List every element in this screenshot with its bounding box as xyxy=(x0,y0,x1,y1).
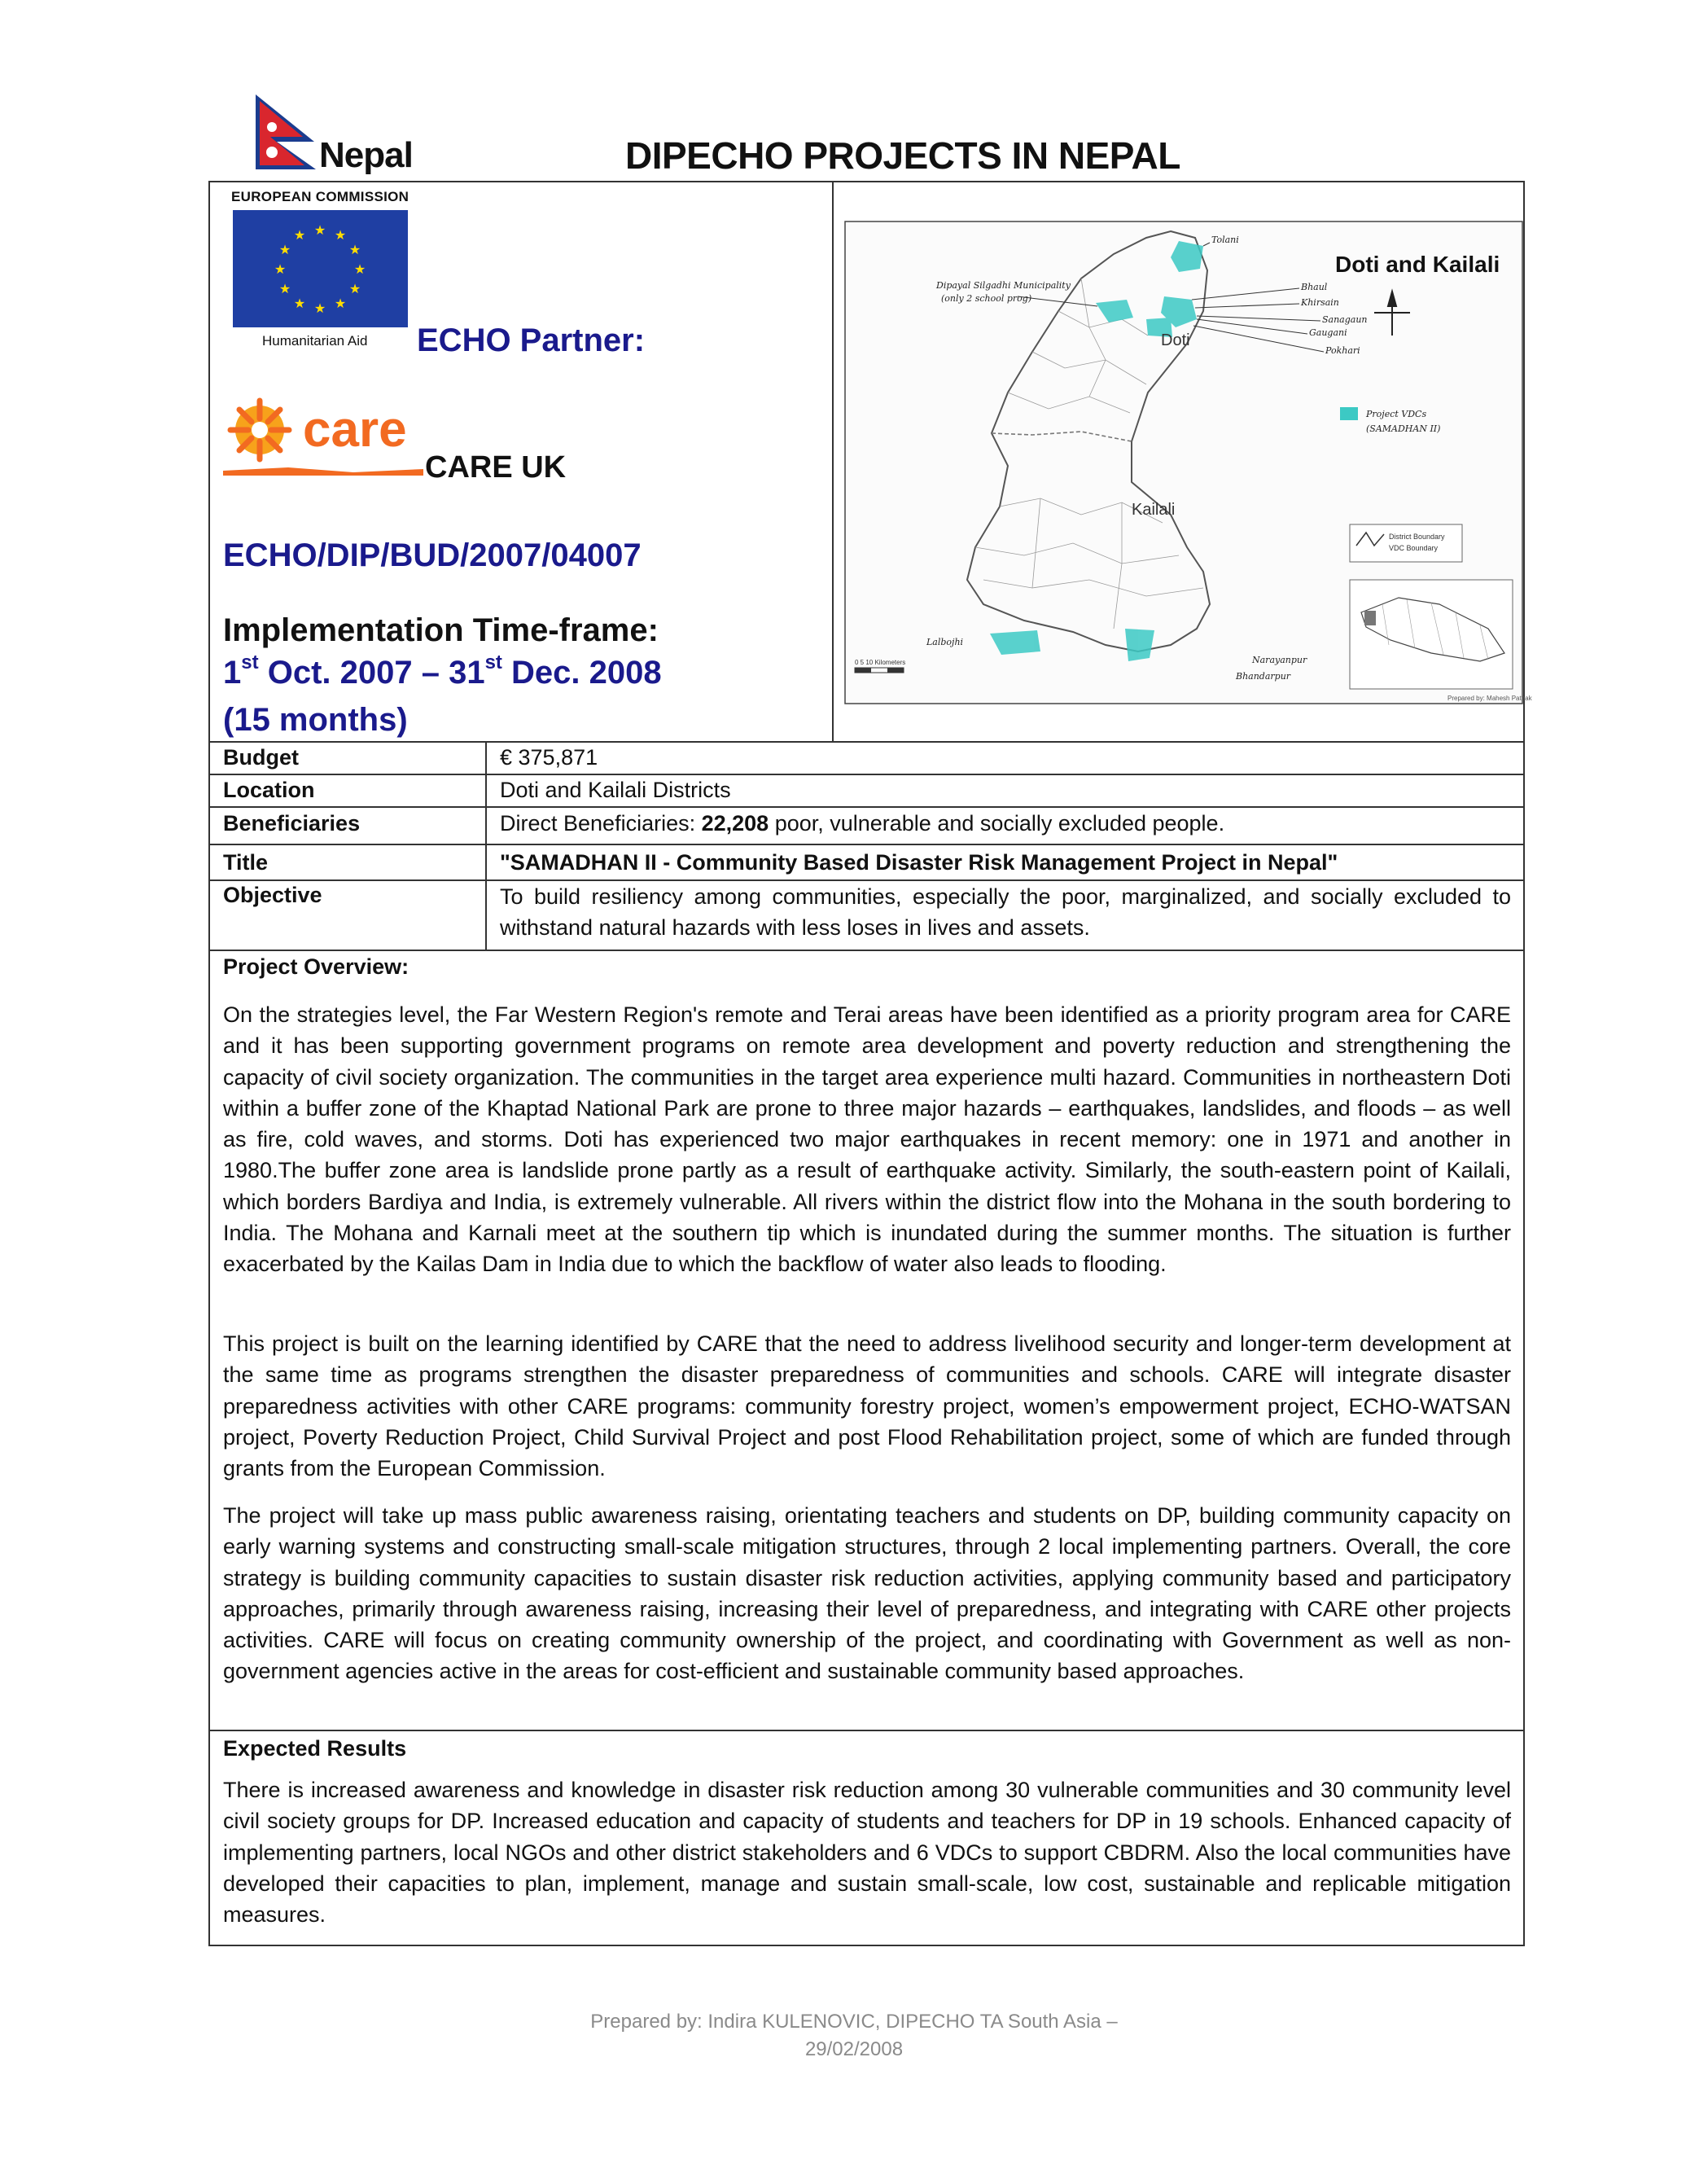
table-divider xyxy=(209,741,1524,743)
beneficiaries-value: Direct Beneficiaries: 22,208 poor, vulnerable and socially excluded people. xyxy=(500,811,1225,836)
svg-text:Project VDCs: Project VDCs xyxy=(1366,409,1427,419)
title-label: Title xyxy=(223,850,269,875)
document-title: DIPECHO PROJECTS IN NEPAL xyxy=(625,134,1180,177)
svg-text:Narayanpur: Narayanpur xyxy=(1252,655,1307,665)
timeframe-label: Implementation Time-frame: xyxy=(223,612,659,648)
project-title: "SAMADHAN II - Community Based Disaster Risk Management Project in Nepal" xyxy=(500,850,1338,875)
svg-text:Gaugani: Gaugani xyxy=(1309,327,1347,338)
results-label: Expected Results xyxy=(223,1736,407,1761)
table-divider xyxy=(209,774,1524,775)
svg-text:VDC Boundary: VDC Boundary xyxy=(1389,544,1439,552)
footer-prepared-by: Prepared by: Indira KULENOVIC, DIPECHO TA South Asia – xyxy=(590,2011,1118,2033)
table-divider xyxy=(209,950,1524,951)
donor-subtitle: Humanitarian Aid xyxy=(262,333,368,349)
svg-text:★: ★ xyxy=(334,227,347,243)
svg-text:Bhandarpur: Bhandarpur xyxy=(1236,671,1291,682)
svg-text:Kailali: Kailali xyxy=(1132,501,1176,519)
svg-text:Dipayal Silgadhi Municipality: Dipayal Silgadhi Municipality xyxy=(936,280,1071,291)
svg-text:Sanagaun: Sanagaun xyxy=(1322,314,1368,325)
reference-code: ECHO/DIP/BUD/2007/04007 xyxy=(223,537,642,573)
timeframe-duration: (15 months) xyxy=(223,702,408,738)
table-divider xyxy=(209,1730,1524,1731)
svg-text:Prepared by: Mahesh Pathak: Prepared by: Mahesh Pathak xyxy=(1447,695,1532,702)
svg-text:(only 2 school prog): (only 2 school prog) xyxy=(941,293,1032,304)
svg-text:care: care xyxy=(303,401,407,458)
svg-text:Khirsain: Khirsain xyxy=(1301,297,1339,308)
results-paragraph: There is increased awareness and knowledge in disaster risk reduction among 30 vulnerable communities and 30 community level civil society groups for DP. Increased education and capacity of students and teachers for DP in 19 schools. Enhanced capacity of implementing partners, local NGOs and other district stakeholders and 6 VDCs to support CBDRM. Also the local communities have developed their capacities to plan, implement, manage and sustain small-scale, low cost, sustainable and replicable mitigation measures. xyxy=(223,1778,1511,1928)
svg-text:(SAMADHAN II): (SAMADHAN II) xyxy=(1366,423,1441,434)
svg-text:Doti and Kailali: Doti and Kailali xyxy=(1335,252,1500,277)
donor-name: EUROPEAN COMMISSION xyxy=(231,189,409,204)
svg-text:★: ★ xyxy=(348,242,361,257)
nepal-flag-icon xyxy=(252,91,318,173)
overview-paragraph: This project is built on the learning identified by CARE that the need to address livelihood security and longer-term development at the same time as programs strengthen the disaster preparedness of communities and schools. CARE will integrate disaster preparedness activities with other CARE programs: community forestry project, women’s empowerment project, ECHO-WATSAN project, Poverty Reduction Project, Child Survival Project and post Flood Rehabilitation project, some of which are funded through grants from the European Commission. xyxy=(223,1331,1511,1481)
svg-text:★: ★ xyxy=(293,296,306,311)
svg-text:Tolani: Tolani xyxy=(1211,235,1239,245)
svg-text:★: ★ xyxy=(313,300,326,316)
partner-name: CARE UK xyxy=(425,450,567,485)
overview-paragraph: On the strategies level, the Far Western Region's remote and Terai areas have been identified as a priority program area for CARE and it has been supporting government programs on remote area development and poverty reduction and strengthening the capacity of civil society organization. The communities in the target area experience multi hazard. Communities in northeastern Doti within a buffer zone of the Khaptad National Park are prone to three major hazards – earthquakes, landslides, and floods – as well as fire, cold waves, and storms. Doti has experienced two major earthquakes in recent memory: one in 1971 and another in 1980.The buffer zone area is landslide prone partly as a result of earthquake activity. Similarly, the south-eastern point of Kailali, which borders Bardiya and India, is extremely vulnerable. All rivers within the district flow into the Mohana in the south bordering to India. The Mohana and Karnali meet at the southern tip which is inundated during the summer months. The situation is further exacerbated by the Kailas Dam in India due to which the backflow of water also leads to flooding. xyxy=(223,1002,1511,1277)
svg-text:★: ★ xyxy=(348,281,361,296)
column-divider xyxy=(832,182,834,742)
footer xyxy=(0,2008,1708,2064)
eu-flag-icon xyxy=(233,210,408,327)
svg-text:District Boundary: District Boundary xyxy=(1389,533,1445,541)
svg-text:★: ★ xyxy=(353,261,366,277)
location-label: Location xyxy=(223,778,315,802)
svg-text:Pokhari: Pokhari xyxy=(1325,345,1360,356)
objective-label: Objective xyxy=(223,883,322,907)
svg-text:0 5 10 Kilometers: 0 5 10 Kilometers xyxy=(855,659,906,666)
budget-label: Budget xyxy=(223,745,299,770)
table-column-divider xyxy=(485,742,487,950)
timeframe-dates: 1st Oct. 2007 – 31st Dec. 2008 xyxy=(223,651,662,691)
svg-text:★: ★ xyxy=(278,242,291,257)
overview-paragraph: The project will take up mass public awareness raising, orientating teachers and students on DP, building community capacity on early warning systems and constructing small-scale mitigation structures, through 2 local implementing partners. Overall, the core strategy is building community capacities to sustain disaster risk reduction activities, applying community based and participatory approaches, primarily through awareness raising, increasing their level of preparedness, and integrating with CARE other projects activities. CARE will focus on creating community ownership of the project, and coordinating with Government as well as non-government agencies active in the areas for cost-efficient and sustainable community based approaches. xyxy=(223,1503,1511,1684)
location-value: Doti and Kailali Districts xyxy=(500,778,731,802)
overview-label: Project Overview: xyxy=(223,954,409,979)
svg-text:★: ★ xyxy=(334,296,347,311)
svg-text:Doti: Doti xyxy=(1161,331,1190,349)
country-label: Nepal xyxy=(319,135,413,175)
svg-text:Lalbojhi: Lalbojhi xyxy=(926,637,964,647)
care-logo xyxy=(223,389,423,483)
beneficiaries-label: Beneficiaries xyxy=(223,811,361,836)
svg-text:★: ★ xyxy=(313,222,326,238)
budget-value: € 375,871 xyxy=(500,745,598,770)
svg-text:★: ★ xyxy=(293,227,306,243)
svg-text:Bhaul: Bhaul xyxy=(1301,282,1328,292)
svg-text:★: ★ xyxy=(278,281,291,296)
svg-text:★: ★ xyxy=(274,261,287,277)
table-divider xyxy=(209,806,1524,808)
project-map xyxy=(845,222,1532,704)
footer-date: 29/02/2008 xyxy=(804,2038,904,2060)
objective-value: To build resiliency among communities, especially the poor, marginalized, and socially excluded to withstand natural hazards with less loses in lives and assets. xyxy=(500,884,1511,940)
table-divider xyxy=(209,844,1524,845)
echo-partner-heading: ECHO Partner: xyxy=(417,322,646,358)
